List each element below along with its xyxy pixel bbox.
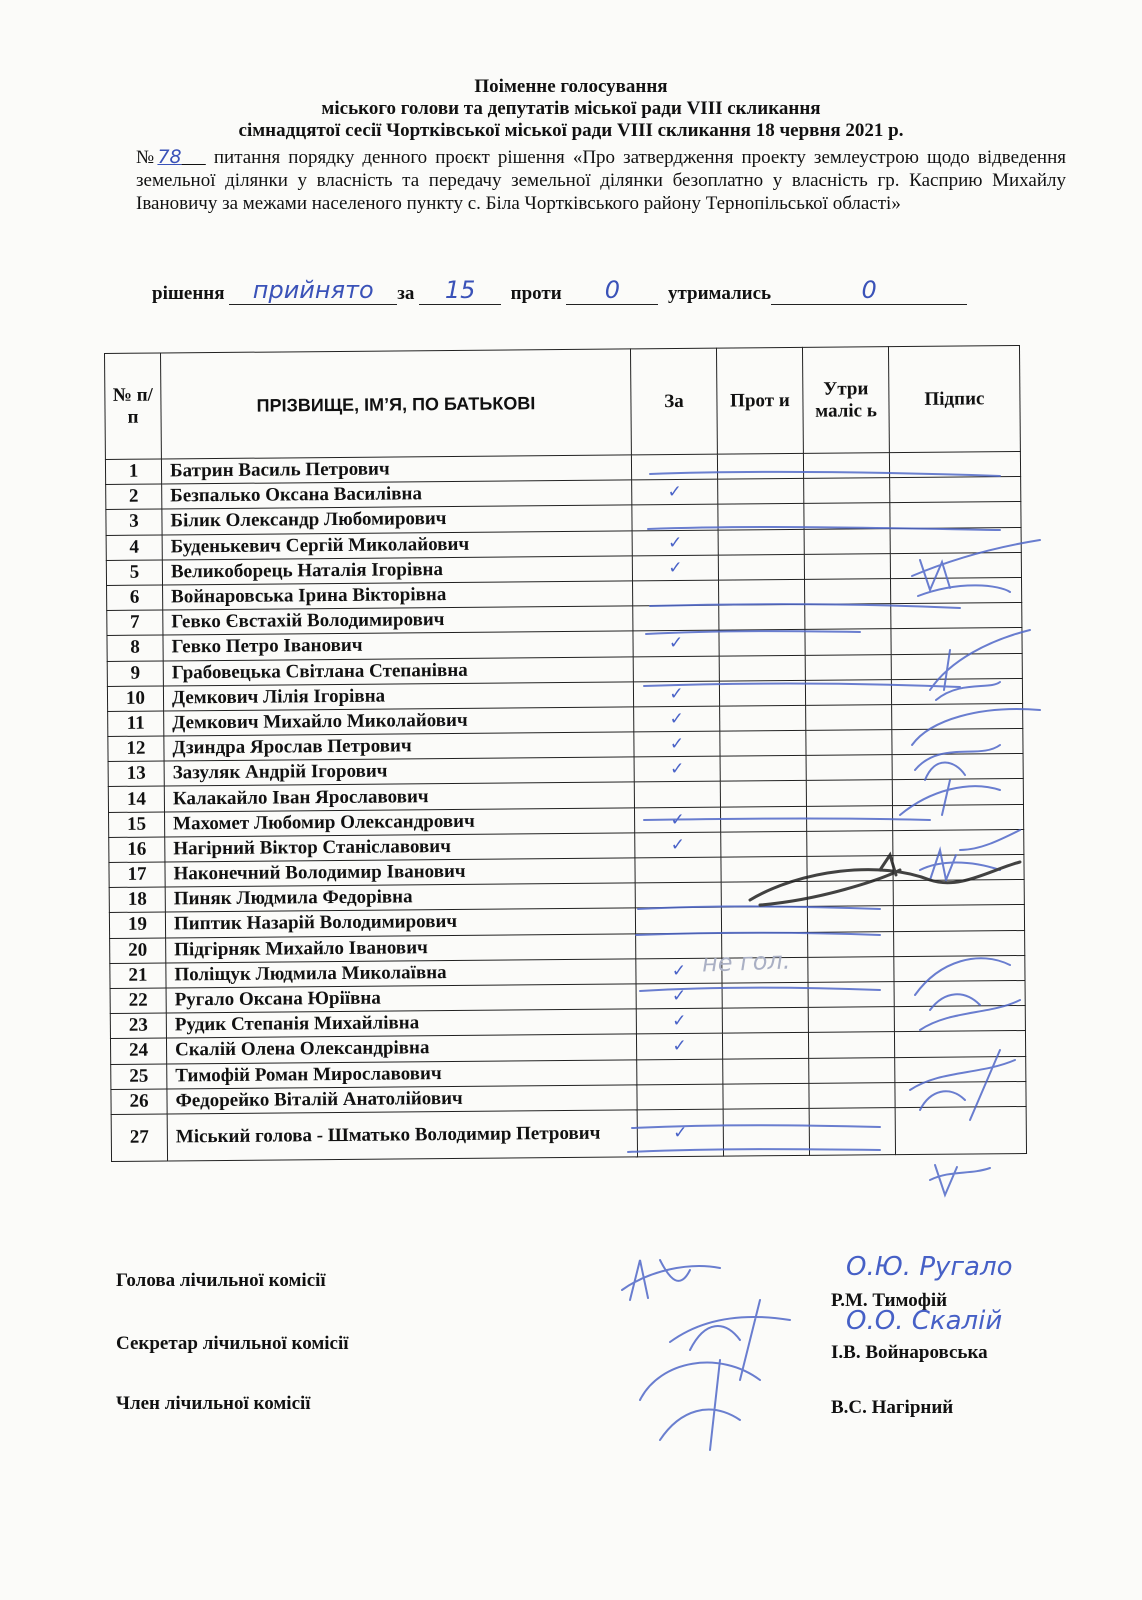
decision-label: рішення (152, 283, 225, 304)
signature-cell (891, 603, 1022, 629)
col-header-for: За (630, 348, 717, 455)
vote-for-mark: ✓ (636, 1033, 722, 1059)
deputy-name: Наконечний Володимир Іванович (165, 858, 635, 887)
doc-subtitle: міського голови та депутатів міської ради VIII скликання (321, 98, 821, 119)
vote-abstain-cell (804, 503, 890, 529)
vote-abstain-cell (806, 805, 892, 831)
vote-for-mark: ✓ (632, 479, 718, 505)
vote-abstain-cell (808, 931, 894, 957)
deputy-name: Гевко Петро Іванович (163, 631, 633, 660)
vote-for-mark: ✓ (636, 983, 722, 1009)
vote-against-cell (722, 982, 808, 1008)
vote-against-cell (722, 1008, 808, 1034)
vote-against-cell (721, 856, 807, 882)
row-number: 26 (111, 1089, 167, 1115)
vote-abstain-cell (806, 780, 892, 806)
signature-cell (893, 880, 1024, 906)
signature-cell (894, 1031, 1025, 1057)
row-number: 5 (106, 560, 162, 586)
deputy-name: Тимофій Роман Мирославович (167, 1059, 637, 1088)
signature-cell (893, 829, 1024, 855)
col-header-against: Прот и (716, 347, 803, 454)
absent-note: не гол. (701, 946, 791, 978)
col-header-number: № п/п (105, 353, 162, 459)
vote-abstain-cell (809, 1108, 895, 1156)
vote-abstain-cell (804, 478, 890, 504)
row-number: 27 (111, 1114, 167, 1161)
col-header-name: ПРІЗВИЩЕ, ІМ’Я, ПО БАТЬКОВІ (161, 349, 632, 459)
deputy-name: Пиптик Назарій Володимирович (165, 908, 635, 937)
vote-against-cell (719, 630, 805, 656)
deputy-name: Дзиндра Ярослав Петрович (164, 732, 634, 761)
vote-for-mark (632, 505, 718, 531)
vote-against-cell (718, 479, 804, 505)
vote-against-cell (721, 882, 807, 908)
signature-cell (892, 703, 1023, 729)
vote-abstain-cell (807, 830, 893, 856)
vote-for-mark (635, 857, 721, 883)
vote-against-cell (719, 579, 805, 605)
vote-for-mark (634, 782, 720, 808)
row-number: 10 (107, 686, 163, 712)
member-label: Член лічильної комісії (116, 1393, 311, 1414)
vote-abstain-cell (805, 679, 891, 705)
vote-for-mark (633, 605, 719, 631)
vote-abstain-cell (808, 1032, 894, 1058)
for-label: за (397, 283, 415, 304)
vote-abstain-cell (807, 881, 893, 907)
deputy-name: Федорейко Віталій Анатолійович (167, 1085, 637, 1114)
vote-abstain-cell (804, 553, 890, 579)
question-number-prefix: № (136, 147, 158, 168)
vote-against-cell (721, 907, 807, 933)
row-number: 16 (109, 837, 165, 863)
row-number: 22 (110, 988, 166, 1014)
signature-cell (891, 678, 1022, 704)
for-value: 15 (444, 276, 476, 304)
signature-cell (889, 452, 1020, 478)
vote-for-mark: ✓ (634, 731, 720, 757)
vote-abstain-cell (806, 705, 892, 731)
vote-against-cell (717, 453, 803, 479)
against-value: 0 (604, 276, 621, 304)
signature-cell (890, 477, 1021, 503)
row-number: 9 (107, 660, 163, 686)
vote-abstain-cell (805, 654, 891, 680)
deputy-name: Гевко Євстахій Володимирович (163, 606, 633, 635)
deputy-name: Підгірняк Михайло Іванович (166, 933, 636, 962)
signature-cell (891, 653, 1022, 679)
vote-abstain-cell (808, 1007, 894, 1033)
chair-handwritten-name: О.Ю. Ругало (846, 1252, 1013, 1282)
vote-for-mark: ✓ (634, 706, 720, 732)
against-label: проти (510, 283, 562, 304)
vote-abstain-cell (805, 579, 891, 605)
secretary-handwritten-name: О.О. Скалій (846, 1306, 1003, 1336)
row-number: 1 (105, 459, 161, 485)
chair-name: Р.М. Тимофій (831, 1290, 948, 1311)
row-number: 14 (108, 786, 164, 812)
row-number: 8 (107, 635, 163, 661)
vote-abstain-cell (809, 1057, 895, 1083)
row-number: 6 (107, 585, 163, 611)
row-number: 20 (110, 938, 166, 964)
signature-scribble-8 (930, 1165, 990, 1195)
row-number: 7 (107, 610, 163, 636)
vote-abstain-cell (807, 906, 893, 932)
vote-abstain-cell (805, 604, 891, 630)
vote-for-mark (635, 908, 721, 934)
row-number: 4 (106, 535, 162, 561)
signature-cell (895, 1106, 1026, 1154)
vote-for-mark (633, 580, 719, 606)
chair-label: Голова лічильної комісії (116, 1270, 326, 1291)
signature-cell (894, 980, 1025, 1006)
vote-against-cell (723, 1058, 809, 1084)
deputy-name: Грабовецька Світлана Степанівна (163, 656, 633, 685)
deputy-name: Поліщук Людмила Миколаївна (166, 959, 636, 988)
question-text: питання порядку денного проєкт рішення «Про затвердження проекту землеустрою щодо відведення земельної ділянки у власність та передачу земельної ділянки безоплатно у власність гр. Касприю Михайлу Івановичу за межами населеного пункту с. Біла Чортківського району Тернопільської області» (136, 147, 1066, 214)
vote-for-mark: ✓ (632, 555, 718, 581)
deputy-name: Безпалько Оксана Василівна (162, 480, 632, 509)
deputy-name: Демкович Лілія Ігорівна (163, 682, 633, 711)
signature-cell (894, 930, 1025, 956)
row-number: 12 (108, 736, 164, 762)
vote-abstain-cell (808, 982, 894, 1008)
row-number: 11 (108, 711, 164, 737)
table-header-row (105, 346, 1021, 460)
signature-cell (892, 754, 1023, 780)
vote-table (104, 345, 1027, 1162)
vote-against-cell (721, 831, 807, 857)
row-number: 3 (106, 509, 162, 535)
deputy-name: Міський голова - Шматько Володимир Петрович (167, 1110, 637, 1161)
vote-for-mark: ✓ (636, 1008, 722, 1034)
secretary-name: І.В. Войнаровська (831, 1342, 988, 1363)
row-number: 23 (110, 1013, 166, 1039)
vote-for-mark: ✓ (632, 530, 718, 556)
vote-against-cell (720, 781, 806, 807)
question-number: 78 (157, 146, 182, 168)
signature-cell (890, 552, 1021, 578)
row-number: 19 (109, 912, 165, 938)
commission-signature-3 (640, 1360, 760, 1450)
deputy-name: Скалій Олена Олександрівна (166, 1034, 636, 1063)
deputy-name: Рудик Степанія Михайлівна (166, 1009, 636, 1038)
vote-against-cell (723, 1083, 809, 1109)
member-name: В.С. Нагірний (831, 1397, 954, 1418)
signature-cell (893, 854, 1024, 880)
col-header-signature: Підпис (888, 346, 1020, 453)
signature-cell (895, 1056, 1026, 1082)
vote-against-cell (723, 1108, 809, 1156)
vote-abstain-cell (803, 453, 889, 479)
row-number: 2 (106, 484, 162, 510)
row-number: 13 (108, 761, 164, 787)
vote-for-mark (633, 656, 719, 682)
deputy-name: Великоборець Наталія Ігорівна (162, 556, 632, 585)
commission-signature-1 (622, 1260, 720, 1300)
vote-against-cell (720, 730, 806, 756)
deputy-name: Войнаровська Ірина Вікторівна (163, 581, 633, 610)
vote-abstain-cell (807, 856, 893, 882)
vote-for-mark: ✓ (637, 1109, 723, 1157)
row-number: 15 (109, 812, 165, 838)
vote-against-cell (719, 605, 805, 631)
deputy-name: Батрин Василь Петрович (161, 455, 631, 484)
signature-cell (890, 577, 1021, 603)
abstain-label: утримались (667, 283, 772, 304)
deputy-name: Демкович Михайло Миколайович (164, 707, 634, 736)
signature-cell (893, 905, 1024, 931)
deputy-name: Махомет Любомир Олександрович (165, 808, 635, 837)
vote-abstain-cell (806, 730, 892, 756)
signature-cell (892, 729, 1023, 755)
signature-cell (891, 628, 1022, 654)
vote-for-mark: ✓ (634, 807, 720, 833)
row-number: 17 (109, 862, 165, 888)
deputy-name: Ругало Оксана Юріївна (166, 984, 636, 1013)
deputy-name: Буденькевич Сергій Миколайович (162, 530, 632, 559)
vote-for-mark (637, 1059, 723, 1085)
signature-cell (894, 955, 1025, 981)
vote-abstain-cell (805, 629, 891, 655)
deputy-name: Нагірний Віктор Станіславович (165, 833, 635, 862)
vote-abstain-cell (809, 1082, 895, 1108)
vote-for-mark: ✓ (633, 630, 719, 656)
row-number: 25 (111, 1063, 167, 1089)
vote-for-mark (631, 454, 717, 480)
vote-against-cell (718, 504, 804, 530)
signature-cell (894, 1006, 1025, 1032)
secretary-label: Секретар лічильної комісії (116, 1333, 349, 1354)
vote-against-cell (719, 680, 805, 706)
vote-against-cell (718, 554, 804, 580)
signature-cell (890, 502, 1021, 528)
row-number: 24 (110, 1038, 166, 1064)
col-header-abstain: Утри маліс ь (802, 347, 889, 454)
vote-abstain-cell (806, 755, 892, 781)
vote-against-cell (720, 756, 806, 782)
vote-for-mark: ✓ (633, 681, 719, 707)
vote-for-mark (637, 1084, 723, 1110)
commission-signature-2 (670, 1300, 790, 1380)
vote-abstain-cell (808, 956, 894, 982)
row-number: 21 (110, 963, 166, 989)
vote-for-mark (635, 882, 721, 908)
abstain-value: 0 (861, 276, 877, 304)
deputy-name: Зазуляк Андрій Ігорович (164, 757, 634, 786)
signature-cell (890, 527, 1021, 553)
decision-value: прийнято (252, 276, 374, 304)
vote-against-cell (720, 806, 806, 832)
deputy-name: Білик Олександр Любомирович (162, 505, 632, 534)
signature-cell (892, 804, 1023, 830)
vote-against-cell (720, 705, 806, 731)
doc-title: Поіменне голосування (474, 76, 668, 97)
deputy-name: Пиняк Людмила Федорівна (165, 883, 635, 912)
vote-abstain-cell (804, 528, 890, 554)
vote-for-mark: ✓ (635, 832, 721, 858)
decision-line (152, 276, 1052, 305)
vote-for-mark: ✓ (636, 958, 722, 984)
signature-cell (895, 1081, 1026, 1107)
deputy-name: Калакайло Іван Ярославович (164, 782, 634, 811)
signature-cell (892, 779, 1023, 805)
agenda-question (136, 146, 1066, 215)
table-row (111, 1106, 1026, 1161)
session-line: сімнадцятої сесії Чортківської міської ради VIII скликання 18 червня 2021 р. (238, 120, 904, 141)
row-number: 18 (109, 887, 165, 913)
vote-against-cell (722, 1033, 808, 1059)
vote-for-mark: ✓ (634, 756, 720, 782)
vote-against-cell (718, 529, 804, 555)
vote-against-cell (719, 655, 805, 681)
